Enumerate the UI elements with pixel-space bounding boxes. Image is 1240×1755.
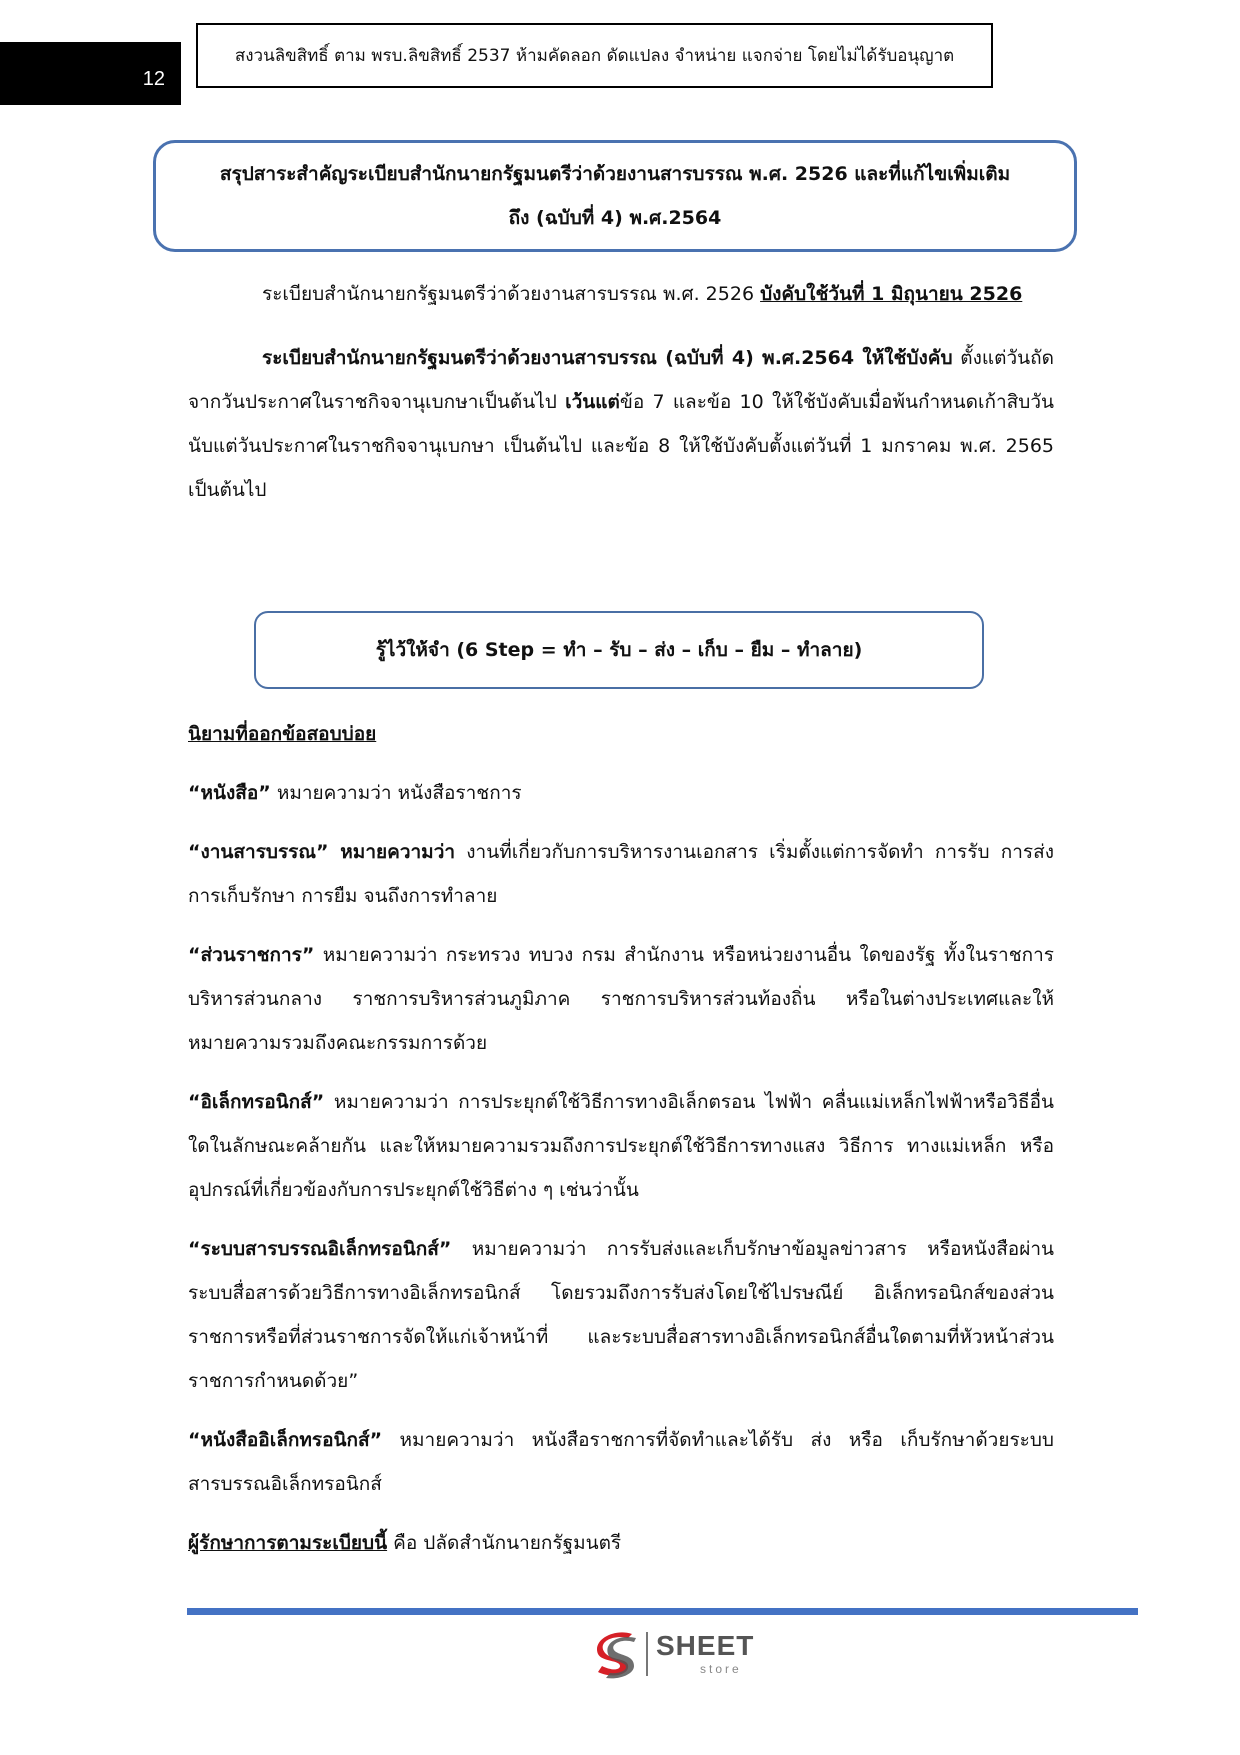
- intro-paragraph-1: [188, 272, 1054, 316]
- page-number: 12: [142, 68, 165, 90]
- intro-text-2: ตั้งแต่วันถัดจากวันประกาศในราชกิจจานุเบกษาเป็นต้นไป: [188, 347, 1054, 413]
- memory-tip-box: [254, 611, 984, 689]
- definition-text: หมายความว่า การรับส่งและเก็บรักษาข้อมูลข่าวสาร หรือหนังสือผ่านระบบสื่อสารด้วยวิธีการทางอิเล็กทรอนิกส์ โดยรวมถึงการรับส่งโดยใช้ไปรษณีย์ อิเล็กทรอนิกส์ของส่วนราชการหรือที่ส่วนราชการจัดให้แก่เจ้าหน้าที่ และระบบสื่อสารทางอิเล็กทรอนิกส์อื่นใดตามที่หัวหน้าส่วนราชการกำหนดด้วย”: [188, 1238, 1054, 1392]
- enforcer-label: ผู้รักษาการตามระเบียบนี้: [188, 1532, 388, 1554]
- definitions-heading-text: นิยามที่ออกข้อสอบบ่อย: [188, 723, 377, 745]
- definition-item: [188, 1227, 1054, 1403]
- title-line-2: ถึง (ฉบับที่ 4) พ.ศ.2564: [508, 207, 722, 229]
- copyright-notice: [196, 23, 993, 88]
- definition-text: หมายความว่า หนังสือราชการ: [270, 782, 522, 804]
- definition-term: “อิเล็กทรอนิกส์”: [188, 1091, 325, 1113]
- definition-text: หมายความว่า หนังสือราชการที่จัดทำและได้รับ ส่ง หรือ เก็บรักษาด้วยระบบสารบรรณอิเล็กทรอนิกส์: [188, 1429, 1054, 1495]
- intro-paragraph-2: [188, 336, 1054, 512]
- amendment-title: ระเบียบสำนักนายกรัฐมนตรีว่าด้วยงานสารบรรณ (ฉบับที่ 4) พ.ศ.2564 ให้ใช้บังคับ: [262, 347, 953, 369]
- definition-item: [188, 830, 1054, 918]
- memory-tip-text: รู้ไว้ให้จำ (6 Step = ทำ – รับ – ส่ง – เก็บ – ยืม – ทำลาย): [375, 639, 863, 661]
- definition-item: [188, 1080, 1054, 1212]
- document-title-box: [153, 140, 1077, 252]
- definition-term: “งานสารบรรณ” หมายความว่า: [188, 841, 456, 863]
- definition-item: [188, 771, 1054, 815]
- title-line-1: สรุปสาระสำคัญระเบียบสำนักนายกรัฐมนตรีว่าด้วยงานสารบรรณ พ.ศ. 2526 และที่แก้ไขเพิ่มเติม: [219, 163, 1011, 185]
- definition-term: “ส่วนราชการ”: [188, 944, 315, 966]
- enforcer-text: คือ ปลัดสำนักนายกรัฐมนตรี: [387, 1532, 622, 1554]
- definitions-section: [188, 712, 1054, 1565]
- definition-item: [188, 1418, 1054, 1506]
- effective-date-emphasis: บังคับใช้วันที่ 1 มิถุนายน 2526: [760, 283, 1023, 305]
- definition-text: หมายความว่า การประยุกต์ใช้วิธีการทางอิเล็กตรอน ไฟฟ้า คลื่นแม่เหล็กไฟฟ้าหรือวิธีอื่นใดในลักษณะคล้ายกัน และให้หมายความรวมถึงการประยุกต์ใช้วิธีการทางแสง วิธีการ ทางแม่เหล็ก หรืออุปกรณ์ที่เกี่ยวข้องกับการประยุกต์ใช้วิธีต่าง ๆ เช่นว่านั้น: [188, 1091, 1054, 1201]
- logo-subtext: store: [700, 1662, 742, 1676]
- intro-text-1: ระเบียบสำนักนายกรัฐมนตรีว่าด้วยงานสารบรรณ พ.ศ. 2526: [262, 283, 761, 305]
- intro-text-3: ข้อ 7 และข้อ 10 ให้ใช้บังคับเมื่อพ้นกำหนดเก้าสิบวันนับแต่วันประกาศในราชกิจจานุเบกษา เป็นต้นไป และข้อ 8 ให้ใช้บังคับตั้งแต่วันที่ 1 มกราคม พ.ศ. 2565 เป็นต้นไป: [188, 391, 1054, 501]
- definition-text: งานที่เกี่ยวกับการบริหารงานเอกสาร เริ่มตั้งแต่การจัดทำ การรับ การส่ง การเก็บรักษา การยืม จนถึงการทำลาย: [188, 841, 1054, 907]
- logo-divider: [646, 1632, 648, 1676]
- definition-text: หมายความว่า กระทรวง ทบวง กรม สำนักงาน หรือหน่วยงานอื่น ใดของรัฐ ทั้งในราชการบริหารส่วนกลาง ราชการบริหารส่วนภูมิภาค ราชการบริหารส่วนท้องถิ่น หรือในต่างประเทศและให้หมายความรวมถึงคณะกรรมการด้วย: [188, 944, 1054, 1054]
- exception-emphasis: เว้นแต่: [565, 391, 620, 413]
- logo-wordmark: SHEET: [656, 1630, 755, 1661]
- definition-term: “ระบบสารบรรณอิเล็กทรอนิกส์”: [188, 1238, 452, 1260]
- definitions-heading: [188, 712, 1054, 756]
- definition-item: [188, 933, 1054, 1065]
- copyright-text: สงวนลิขสิทธิ์ ตาม พรบ.ลิขสิทธิ์ 2537 ห้ามคัดลอก ดัดแปลง จำหน่าย แจกจ่าย โดยไม่ได้รับอนุญาต: [234, 46, 955, 66]
- definition-term: “หนังสืออิเล็กทรอนิกส์”: [188, 1429, 383, 1451]
- enforcer-line: [188, 1521, 1054, 1565]
- intro-section: [188, 272, 1054, 512]
- page-number-block: [0, 42, 181, 105]
- definition-term: “หนังสือ”: [188, 782, 271, 804]
- footer-divider: [187, 1608, 1138, 1615]
